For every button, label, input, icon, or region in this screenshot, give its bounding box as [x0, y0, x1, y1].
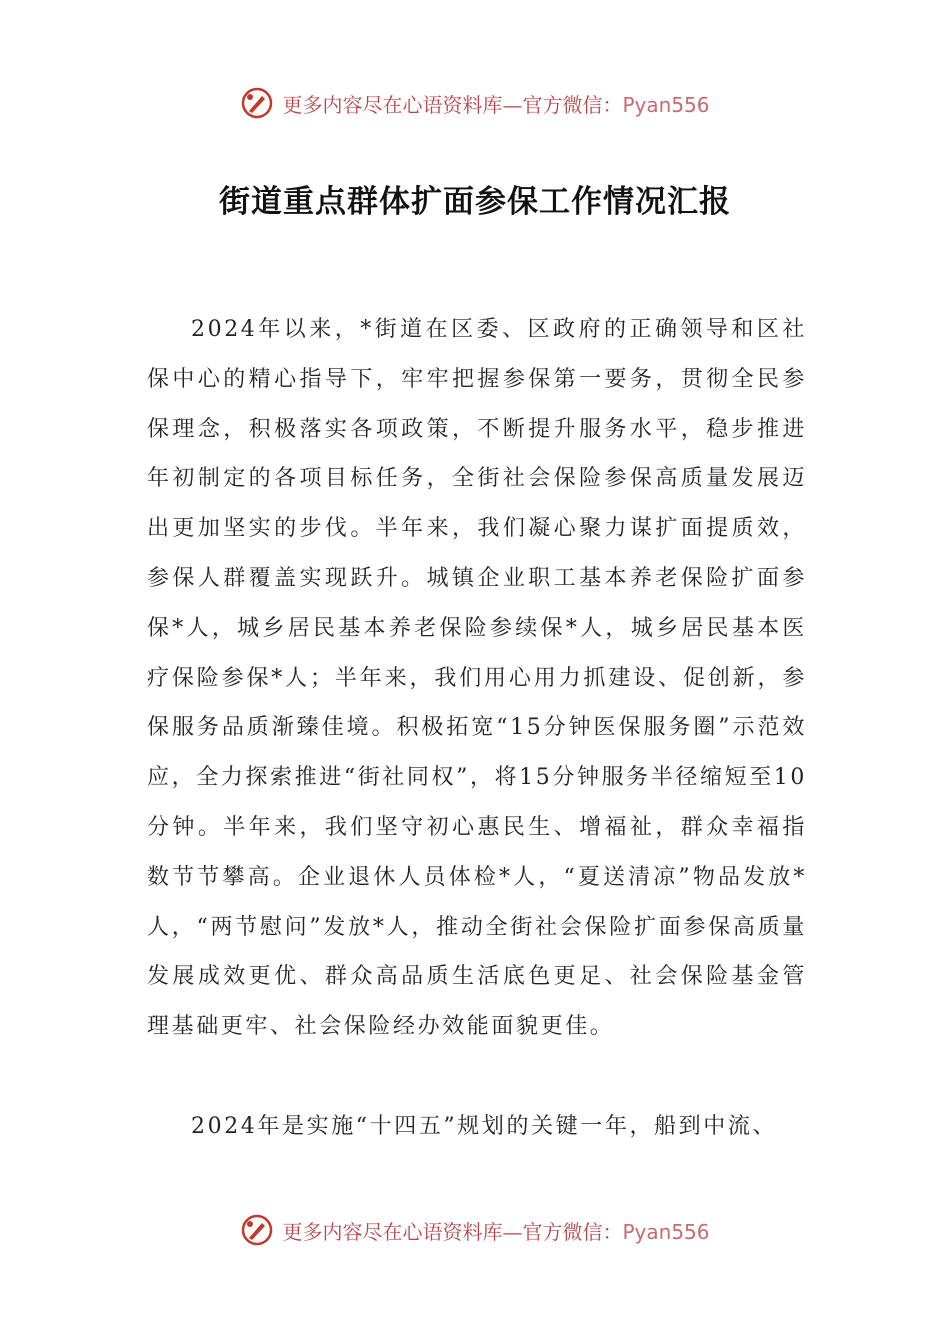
pen-nib-circle-icon — [240, 1213, 274, 1247]
footer-separator: — — [502, 1219, 523, 1244]
footer-banner — [0, 1210, 950, 1250]
footer-site-text: 更多内容尽在心语资料库 — [282, 1219, 503, 1244]
header-banner — [0, 83, 950, 123]
footer-account-id: Pyan556 — [622, 1219, 710, 1244]
document-body — [147, 305, 807, 1152]
paragraph-2: 2024年是实施“十四五”规划的关键一年，船到中流、 — [191, 1114, 778, 1139]
header-banner-text — [282, 89, 709, 118]
document-title: 街道重点群体扩面参保工作情况汇报 — [219, 184, 731, 220]
footer-banner-text — [282, 1216, 709, 1245]
header-separator: — — [502, 92, 523, 117]
header-account-id: Pyan556 — [622, 92, 710, 117]
paragraph-1: 2024年以来，*街道在区委、区政府的正确领导和区社保中心的精心指导下，牢牢把握参保第一要务，贯彻全民参保理念，积极落实各项政策，不断提升服务水平，稳步推进年初制定的各项目标任务，全街社会保险参保高质量发展迈出更加坚实的步伐。半年来，我们凝心聚力谋扩面提质效，参保人群覆盖实现跃升。城镇企业职工基本养老保险扩面参保*人，城乡居民基本养老保险参续保*人，城乡居民基本医疗保险参保*人；半年来，我们用心用力抓建设、促创新，参保服务品质渐臻佳境。积极拓宽“15分钟医保服务圈”示范效应，全力探索推进“街社同权”，将15分钟服务半径缩短至10分钟。半年来，我们坚守初心惠民生、增福祉，群众幸福指数节节攀高。企业退休人员体检*人，“夏送清凉”物品发放*人，“两节慰问”发放*人，推动全街社会保险扩面参保高质量发展成效更优、群众高品质生活底色更足、社会保险基金管理基础更牢、社会保险经办效能面貌更佳。 — [147, 317, 807, 1040]
header-site-text: 更多内容尽在心语资料库 — [282, 92, 503, 117]
pen-nib-circle-icon — [240, 86, 274, 120]
footer-account-label: 官方微信： — [522, 1219, 623, 1244]
header-account-label: 官方微信： — [522, 92, 623, 117]
